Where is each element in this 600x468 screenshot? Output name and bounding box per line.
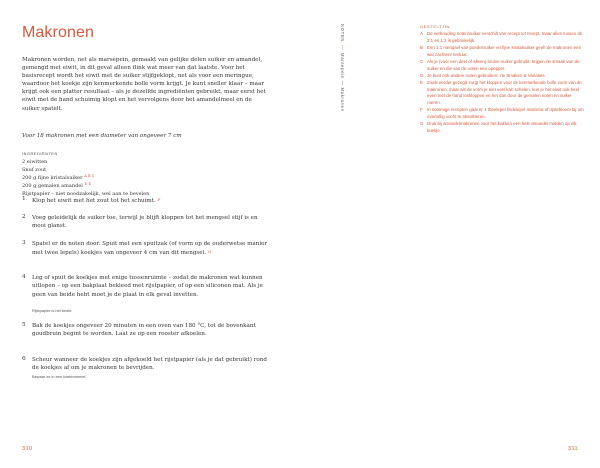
step-text: Klop het eiwit met het zout tot het schuimt. F [32, 197, 161, 204]
tip-item: F In sommige recepten gaat er 1 theelepel lindelepel maïzena of rijstebloem bij om overtollig vocht te absorberen. [420, 107, 584, 119]
footnote-marks: A B C [84, 173, 95, 178]
page-number: 311 [568, 446, 578, 452]
ingredients-heading: INGREDIËNTEN [22, 152, 58, 156]
step-number: 5 [22, 322, 26, 328]
recipe-yield: Voor 18 makronen met een diameter van ongeveer 7 cm [22, 133, 182, 139]
running-head [340, 24, 345, 112]
step-text: Leg of spuit de koekjes met enige tussenruimte – zodat de makronen wat kunnen uitlopen – op een bakplaat bekleed met rijstpapier, of op een siliconen mat. Als je geen van beide hebt moet je de plaat in elk geval invetten. [32, 275, 263, 298]
tips-heading: GESTELTJIN [420, 24, 450, 29]
running-head-separator: — [340, 45, 345, 51]
step-text: Scheur wanneer de koekjes zijn afgekoeld het rijstpapier (als je dat gebruikt) rond de koekjes af om je makronen te bevrijden. [32, 357, 267, 372]
step-number: 4 [22, 274, 26, 280]
recipe-title: Makronen [22, 24, 94, 41]
step-note: Rijstpapier is het beste. [32, 308, 73, 313]
tip-item: A De verhouding noten/suiker verschilt van recept tot recept, maar alles tussen de 2:1 en 1:2 is gebruikelijk. [420, 31, 583, 43]
step-text: Bak de koekjes ongeveer 20 minuten in een oven van 180 °C, tot de bovenkant goudbruin begint te worden. Laat ze op een rooster afkoelen. [32, 323, 256, 338]
step-text: Voeg geleidelijk de suiker toe, terwijl je blijft kloppen tot het mengsel stijf is en mooi glanst. [32, 215, 258, 230]
step-number: 6 [22, 356, 26, 362]
footnote-mark: G [207, 249, 212, 255]
step-number: 3 [22, 240, 26, 246]
ingredient-item: 200 g fijne kristalsuiker $^{A B C}$ [22, 173, 95, 181]
ingredient-item: Snuf zout [22, 166, 47, 173]
ingredients-list [22, 159, 272, 199]
tip-item: B Een 1:1 mengsel van poedersuiker en fijne kristalsuiker geeft de makronen een wat zachtere textuur. [420, 44, 582, 57]
footnote-mark: F [157, 197, 161, 202]
ingredient-item: 200 g gemalen amandel $^{D E}$ [22, 181, 92, 189]
tip-bullet: G [420, 121, 424, 127]
ingredient-item: 2 eiwitten [22, 159, 48, 165]
running-head-subsection: Marsepein — Makronen [340, 53, 345, 112]
tip-bullet: C [420, 58, 424, 64]
step-number: 1 [22, 196, 26, 202]
tip-item: E Zoals eerder gezegd zorgt het kloppen voor de kenmerkende bolle vorm van de makronen, maar als de vorm je niet veel kan schelen, kun je het eiwit ook heel even met de hand loskloppen en het dan door de gemalen noten en suiker roeren. [420, 79, 582, 106]
step-text: Spatel er de noten door. Spuit met een spuitzak (of vorm op de ouderwetse manier met twee lepels) koekjes van ongeveer 4 cm van dit mengsel. G [32, 241, 268, 257]
tip-item: G Druk bij amandelmakronen voor het bakken een hele amandel midden op elk koekje. [420, 121, 577, 133]
tip-item: C Als je (voor een deel of alleen) bruine suiker gebruikt, krijgen de smaak van de suiker en die van de noten een opepper. [420, 58, 580, 71]
tip-bullet: D [420, 72, 424, 78]
footnote-marks: D E [84, 181, 92, 186]
ingredient-item: Rijstpapier – niet noodzakelijk, wel aan te bevelen [22, 190, 150, 197]
tip-bullet: B [420, 44, 423, 50]
tip-bullet: F [420, 107, 423, 113]
intro-paragraph: Makronen worden, net als marsepein, gemaakt van gelijke delen suiker en amandel, gemengd met eiwit, in dit geval alleen flink wat meer van dat laatste. Voor het basisrecept wordt het eiwit met de suiker stijfgeklopt, net als voor een meringue, waardoor het koekje zijn kenmerkende bolle vorm krijgt. Je kunt sneller klaar – maar krijgt ook een platter resultaat – als je dezelfde ingrediënten gebruikt, maar eerst het eiwit met de hand schuimig klopt en het vervolgens door het amandelmeel en de suiker spatelt. [22, 57, 266, 112]
tips-column [420, 24, 585, 135]
page-number: 310 [22, 446, 33, 452]
running-head-section: NOTEN [340, 24, 345, 43]
step-number: 2 [22, 214, 26, 220]
tip-item: D Je kunt ook andere noten gebruiken: zie Smaken & Variaties. [420, 72, 546, 78]
step-note: Bewaar ze in een koektrommel. [32, 374, 87, 379]
tip-bullet: E [420, 79, 423, 85]
tip-bullet: A [420, 31, 423, 36]
